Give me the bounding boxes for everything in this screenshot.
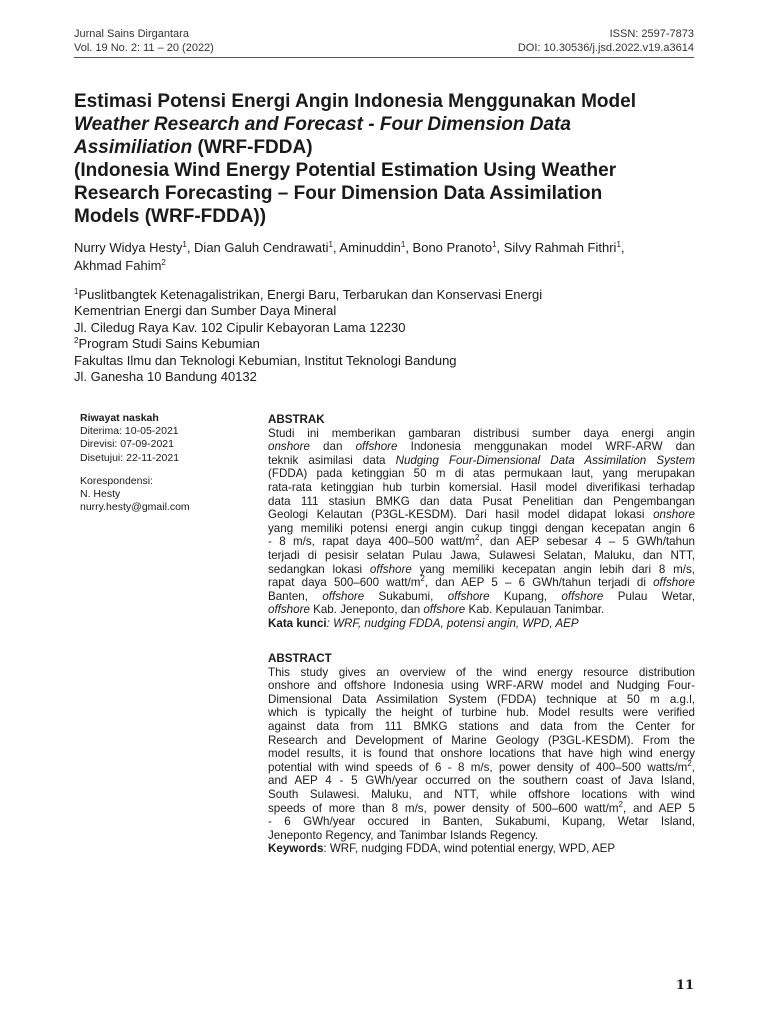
title-italic: Assimiliation <box>74 137 193 158</box>
italic-term: offshore <box>322 589 365 603</box>
abstrak-line <box>268 535 695 549</box>
superscript: 2 <box>687 758 692 768</box>
title-line: (Indonesia Wind Energy Potential Estimation Using Weather <box>74 160 617 181</box>
italic-term: offshore <box>423 603 466 617</box>
keywords-text: : WRF, nudging FDDA, wind potential energy, WPD, AEP <box>323 842 616 856</box>
author-name: Dian Galuh Cendrawati <box>194 240 329 255</box>
correspondence-email[interactable]: nurry.hesty@gmail.com <box>80 501 190 514</box>
abstrak-line <box>268 508 695 522</box>
paper-title <box>74 90 704 228</box>
doi: DOI: 10.30536/j.jsd.2022.v19.a3614 <box>517 42 694 54</box>
affiliation-mark: 1 <box>74 287 79 296</box>
abstrak-text: Indonesia menggunakan model WRF-ARW dan <box>397 440 696 454</box>
correspondence-name: N. Hesty <box>80 488 121 501</box>
author-separator: , <box>405 240 413 255</box>
title-text: (WRF-FDDA) <box>192 137 313 158</box>
title-line <box>74 136 704 159</box>
author-name: Bono Pranoto <box>412 240 493 255</box>
affiliation-line: Jl. Ganesha 10 Bandung 40132 <box>74 369 257 385</box>
superscript: 2 <box>475 533 480 543</box>
abstrak-text: sedangkan lokasi <box>268 562 370 576</box>
title-line: Models (WRF-FDDA)) <box>74 206 267 227</box>
italic-term: onshore <box>653 508 695 522</box>
correspondence-label: Korespondensi: <box>80 474 153 487</box>
author-separator: , <box>620 240 625 255</box>
italic-term: offshore <box>653 576 695 590</box>
abstrak-line <box>268 590 695 604</box>
author-name: Aminuddin <box>339 240 401 255</box>
article-history <box>80 412 250 514</box>
italic-term: offshore <box>369 562 412 576</box>
abstrak-line <box>268 603 695 617</box>
author-line <box>74 257 704 275</box>
keywords-label: Kata kunci <box>268 616 327 630</box>
abstract-section <box>268 652 695 856</box>
abstract-line: and AEP 4 - 5 GWh/year occurred on the southern coast of Java Island, <box>268 774 695 788</box>
abstrak-text: teknik asimilasi data <box>268 453 396 467</box>
abstrak-text: Kab. Jeneponto, dan <box>309 603 424 617</box>
author-list <box>74 239 704 275</box>
author-separator: , <box>186 240 195 255</box>
keywords-label: Keywords <box>268 842 324 856</box>
abstrak-keywords <box>268 617 695 631</box>
keywords-text: : WRF, nudging FDDA, potensi angin, WPD, AEP <box>326 616 579 630</box>
italic-term: onshore <box>268 440 310 454</box>
journal-info <box>74 27 214 55</box>
abstrak-line: rata-rata ketinggian hub turbin komersial. Hasil model diverifikasi terhadap <box>268 480 695 494</box>
page-number: 11 <box>675 978 694 993</box>
abstrak-line <box>268 563 695 577</box>
author-affiliation-mark: 1 <box>492 240 497 249</box>
abstract-text: , <box>691 760 695 774</box>
abstract-line: - 6 GWh/year occured in Banten, Sukabumi, Kupang, Wetar Island, <box>268 815 695 829</box>
abstract-keywords <box>268 842 695 856</box>
abstract-text: speeds of more than 8 m/s, power density of 500–600 watt/m <box>268 801 619 815</box>
abstract-text: potential with wind speeds of 6 - 8 m/s, power density of 400–500 watts/m <box>268 760 688 774</box>
abstract-line <box>268 758 695 775</box>
author-separator: , <box>496 240 504 255</box>
affiliation-line: Jl. Ciledug Raya Kav. 102 Cipulir Kebayoran Lama 12230 <box>74 319 406 335</box>
abstract-line: This study gives an overview of the wind energy resource distribution <box>268 665 695 679</box>
received-date: Diterima: 10-05-2021 <box>80 425 179 438</box>
abstract-line: which is typically the height of turbine hub. Model results were verified <box>268 706 695 720</box>
abstract-line: against data from 111 BMKG stations and data from the Center for <box>268 719 695 733</box>
abstrak-text: - 8 m/s, rapat daya 400–500 watt/m <box>268 535 476 549</box>
abstrak-text: yang memiliki kecepatan angin lebih dari 8 m/s, <box>411 562 695 576</box>
revised-date: Direvisi: 07-09-2021 <box>80 438 174 451</box>
abstract-text: , and AEP 5 <box>622 801 695 815</box>
author-affiliation-mark: 1 <box>182 240 187 249</box>
abstrak-line <box>268 454 695 468</box>
superscript: 2 <box>420 574 425 584</box>
abstract-line: Research and Development of Marine Geology (P3GL-KESDM). From the <box>268 733 695 747</box>
abstrak-text: , dan AEP 5 – 6 GWh/tahun terjadi di <box>424 576 654 590</box>
abstract-line: model results, it is found that onshore locations that have high wind energy <box>268 747 695 761</box>
affiliation-mark: 2 <box>74 336 79 346</box>
abstrak-text: Geologi Kelautan (P3GL-KESDM). Dari hasil model didapat lokasi <box>268 508 654 522</box>
author-affiliation-mark: 1 <box>328 240 333 249</box>
affiliation-line: Kementrian Energi dan Sumber Daya Mineral <box>74 303 337 319</box>
italic-term: Nudging Four-Dimensional Data Assimilation System <box>395 453 696 467</box>
affiliation-text: Puslitbangtek Ketenagalistrikan, Energi Baru, Terbarukan dan Konservasi Energi <box>78 287 543 302</box>
affiliation-line <box>74 336 704 352</box>
abstract-line: Jeneponto Regency, and Tanimbar Islands Regency. <box>268 828 539 842</box>
author-name: Silvy Rahmah Fithri <box>503 240 617 255</box>
abstrak-text: dan <box>309 440 356 454</box>
italic-term: offshore <box>268 603 310 617</box>
italic-term: offshore <box>447 589 490 603</box>
abstrak-heading: ABSTRAK <box>268 413 325 426</box>
author-line <box>74 239 704 257</box>
superscript: 2 <box>618 799 623 809</box>
abstract-line: South Sulawesi. Maluku, and NTT, while offshore locations with wind <box>268 787 695 801</box>
abstrak-line: yang memiliki potensi energi angin cukup tinggi dengan kecepatan angin 6 <box>268 521 695 535</box>
abstrak-text: Kupang, <box>489 589 562 603</box>
abstrak-text: rapat daya 500–600 watt/m <box>268 576 421 590</box>
abstrak-line: (FDDA) pada ketinggian 50 m di atas permukaan laut, yang merupakan <box>268 467 695 481</box>
affiliation-list <box>74 287 704 385</box>
title-italic: Weather Research and Forecast - Four Dimension Data <box>74 114 571 135</box>
issn: ISSN: 2597-7873 <box>609 28 694 40</box>
affiliation-text: Program Studi Sains Kebumian <box>78 336 260 352</box>
spacer <box>80 465 250 475</box>
abstrak-text: Pulau Wetar, <box>603 589 695 603</box>
title-line: Estimasi Potensi Energi Angin Indonesia Menggunakan Model <box>74 91 636 112</box>
abstract-line: onshore and offshore Indonesia using WRF-ARW model and Nudging Four- <box>268 679 695 693</box>
accepted-date: Disetujui: 22-11-2021 <box>80 451 180 464</box>
header-divider <box>74 57 694 58</box>
abstract-line <box>268 799 695 816</box>
abstrak-text: , dan AEP sebesar 4 – 5 GWh/tahun <box>479 535 695 549</box>
abstrak-text: Kab. Kepulauan Tanimbar. <box>465 603 605 617</box>
abstract-heading: ABSTRACT <box>268 652 332 665</box>
abstrak-section <box>268 413 695 631</box>
abstrak-line <box>268 576 695 590</box>
abstrak-text: Banten, <box>268 589 323 603</box>
title-line <box>74 113 704 136</box>
author-name: Nurry Widya Hesty <box>74 240 183 255</box>
abstrak-text: Sukabumi, <box>364 589 448 603</box>
abstract-line: Dimensional Data Assimilation System (FDDA) technique at 50 m a.g.l, <box>268 692 695 706</box>
author-affiliation-mark: 2 <box>161 258 166 267</box>
abstrak-line: terjadi di pesisir selatan Pulau Jawa, Sulawesi Selatan, Maluku, dan NTT, <box>268 548 695 562</box>
affiliation-line <box>74 287 704 303</box>
abstrak-line: data 111 stasiun BMKG dan data Pusat Penelitian dan Pengembangan <box>268 494 695 508</box>
italic-term: offshore <box>355 440 398 454</box>
author-name: Akhmad Fahim <box>74 258 162 273</box>
history-heading: Riwayat naskah <box>80 412 159 424</box>
author-separator: , <box>332 240 340 255</box>
journal-name: Jurnal Sains Dirgantara <box>74 28 189 40</box>
author-affiliation-mark: 1 <box>616 240 621 249</box>
author-affiliation-mark: 1 <box>400 240 406 249</box>
title-line: Research Forecasting – Four Dimension Data Assimilation <box>74 183 603 204</box>
abstrak-line <box>268 440 695 454</box>
abstrak-line: Studi ini memberikan gambaran distribusi sumber daya energi angin <box>268 426 695 440</box>
affiliation-line: Fakultas Ilmu dan Teknologi Kebumian, Institut Teknologi Bandung <box>74 352 457 368</box>
italic-term: offshore <box>561 589 604 603</box>
identifier-info <box>518 27 694 55</box>
volume-info: Vol. 19 No. 2: 11 – 20 (2022) <box>74 42 214 54</box>
